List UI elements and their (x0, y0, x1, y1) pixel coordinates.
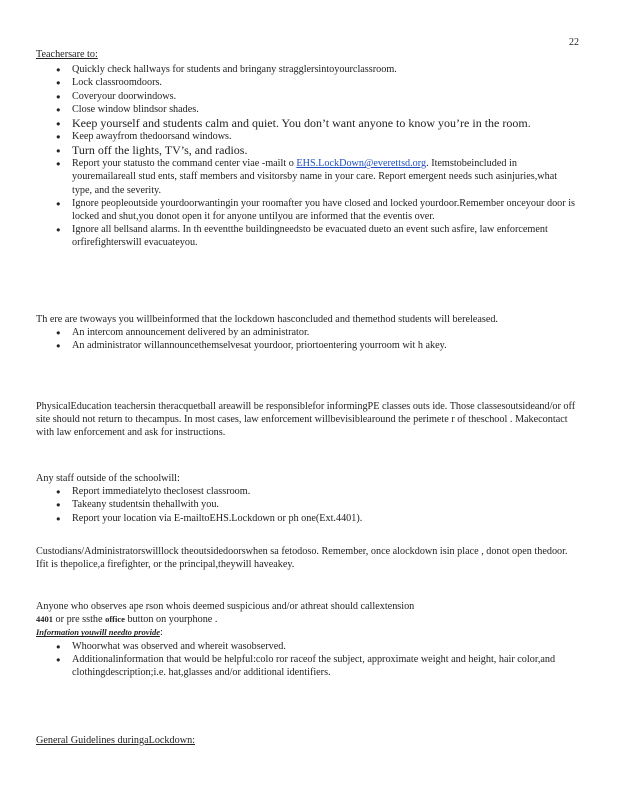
suspicious-text (36, 600, 576, 626)
list-item: ● Report immediatelyto theclosest classroom. (36, 485, 576, 498)
outside-list (36, 485, 576, 525)
suspicious-text-a: Anyone who observes ape rson whois deemed suspicious and/or athreat should callextension (36, 601, 415, 612)
pe-text: PhysicalEducation teachersin theracquetball areawill be responsiblefor informingPE classes outs ide. Those classesoutsideand/or off site should not return to thecampus. In most cases, law enforcement willbevisiblearound the perimete r of theschool . Makecontact with law enforcement and ask for instructions. (36, 401, 576, 439)
report-text-before: Report your statusto the command center viae -mailt o (72, 158, 294, 170)
list-item: ● Quickly check hallways for students and bringany stragglersintoyourclassroom. (36, 63, 576, 76)
teachers-heading: Teachersare to: (36, 49, 98, 60)
info-list (36, 640, 576, 680)
list-item: ● Whoorwhat was observed and whereit wasobserved. (36, 640, 576, 653)
outside-staff-section (36, 472, 576, 525)
suspicious-text-c: button on yourphone . (127, 614, 218, 626)
info-label-end: : (159, 627, 163, 639)
teachers-section (36, 48, 576, 250)
release-section (36, 313, 576, 353)
list-item: ● Keep yourself and students calm and quiet. You don’t want anyone to know you’re in the room. (36, 116, 576, 130)
list-item: ● Report your location via E-mailtoEHS.Lockdown or ph one(Ext.4401). (36, 512, 576, 525)
list-item: ● Ignore peopleoutside yourdoorwantingin your roomafter you have closed and locked yourdoor.Remember onceyour door is locked and shut,you donot open it for anyone untilyou are informed that the eventis over. (36, 197, 576, 223)
general-heading: General Guidelines duringaLockdown: (36, 735, 195, 746)
list-item: ● An administrator willannouncethemselvesat yourdoor, priortoentering yourroom wit h akey. (36, 339, 576, 352)
office-label: office (105, 614, 125, 625)
page-number: 22 (569, 37, 579, 48)
list-item: ● Lock classroomdoors. (36, 76, 576, 89)
teachers-list (36, 63, 576, 249)
custodians-text: Custodians/Administratorswilllock theoutsidedoorswhen sa fetodoso. Remember, once alockdown isin place , donot open thedoor. Ifit is thepolice,a firefighter, or the principal,theywill haveakey. (36, 546, 568, 571)
report-status-item (36, 157, 576, 197)
extension-number: 4401 (36, 614, 53, 625)
info-label: Information youwill needto provide (36, 627, 160, 638)
list-item: ● Ignore all bellsand alarms. In th eeventthe buildingneedsto be evacuated dueto an event such asfire, law enforcement orfirefighterswill evacuateyou. (36, 223, 576, 249)
list-item: ● Close window blindsor shades. (36, 103, 576, 116)
list-item: ● Keep awayfrom thedoorsand windows. (36, 130, 576, 143)
email-link[interactable]: EHS.LockDown@everettsd.org (296, 158, 427, 170)
list-item: ● Takeany studentsin thehallwith you. (36, 498, 576, 511)
custodians-section (36, 545, 576, 571)
list-item: ● Turn off the lights, TV’s, and radios. (36, 143, 576, 157)
release-list (36, 326, 576, 352)
suspicious-text-b: or pre ssthe (55, 614, 103, 626)
list-item: ● An intercom announcement delivered by an administrator. (36, 326, 576, 339)
report-text-after: . Itemstobeincluded in youremailareall stud ents, staff members and visitorsby name in your care. Report emergent needs such asinjuries,what type, and the severity. (72, 158, 558, 196)
list-item: ● Additionalinformation that would be helpful:colo ror raceof the subject, approximate weight and height, hair color,and clothingdescription;i.e. hat,glasses and/or additional identifiers. (36, 653, 576, 679)
outside-text: Any staff outside of the schoolwill: (36, 473, 180, 484)
general-section (36, 734, 576, 747)
pe-section (36, 400, 576, 440)
release-text: Th ere are twoways you willbeinformed that the lockdown hasconcluded and themethod students will bereleased. (36, 314, 498, 325)
list-item: ● Coveryour doorwindows. (36, 90, 576, 103)
suspicious-section (36, 600, 576, 679)
